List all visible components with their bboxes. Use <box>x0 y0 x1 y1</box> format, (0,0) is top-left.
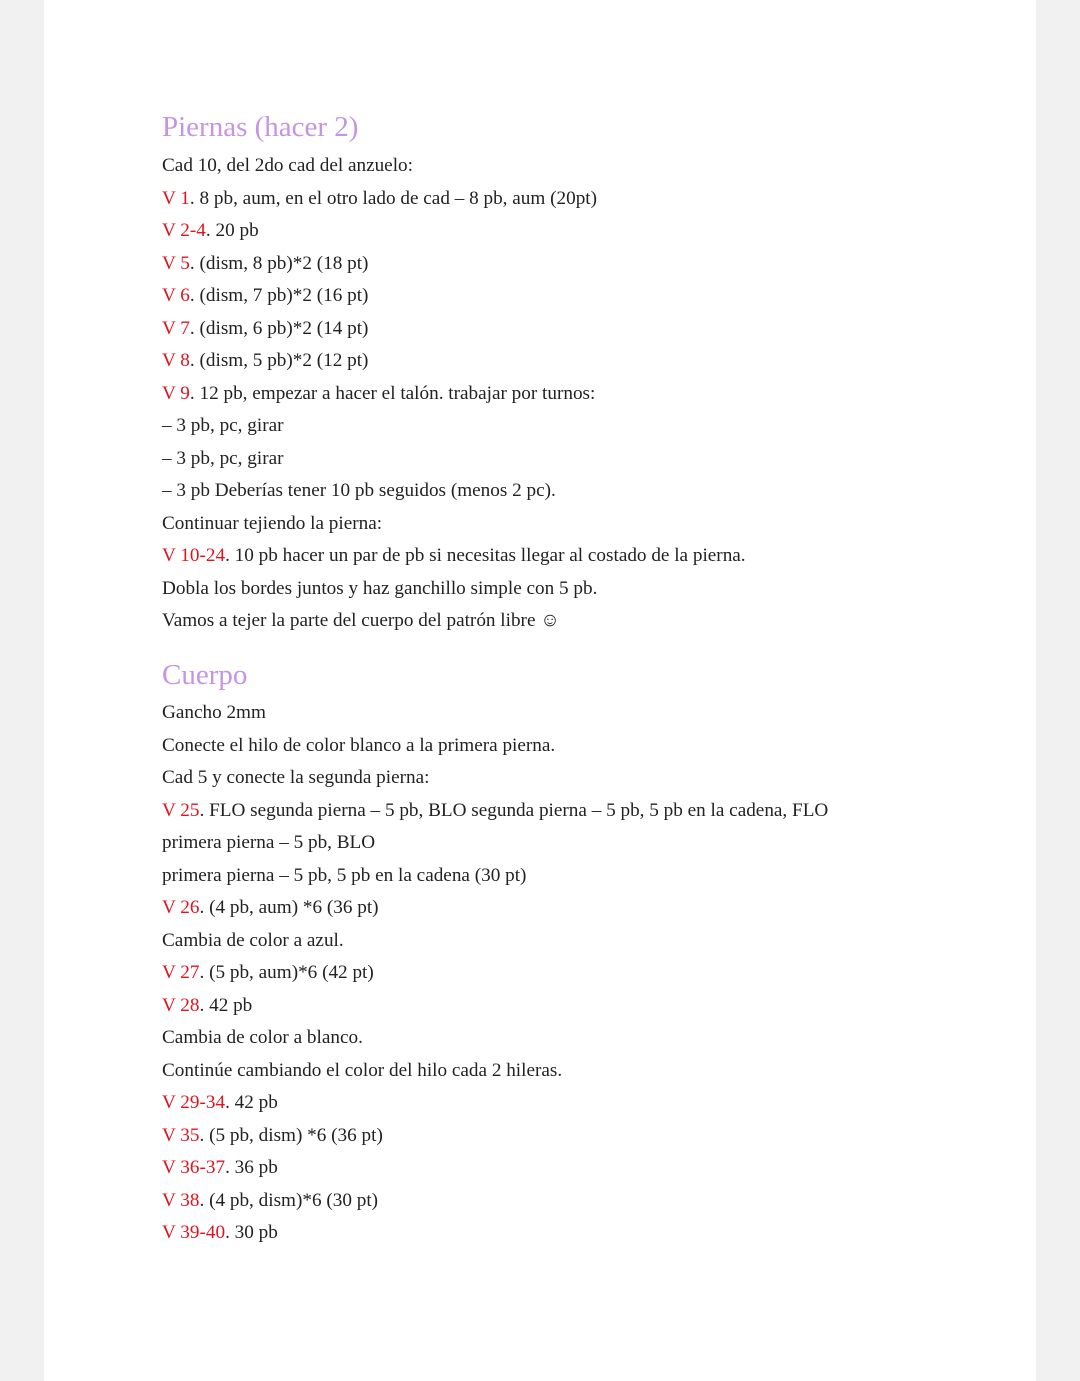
instruction-line <box>162 730 922 763</box>
instruction-text: . 8 pb, aum, en el otro lado de cad – 8 pb, aum (20pt) <box>189 187 598 209</box>
instruction-text: Gancho 2mm <box>162 702 266 723</box>
instruction-line <box>162 925 922 958</box>
instruction-line <box>162 1152 922 1185</box>
instruction-line <box>162 443 922 476</box>
instruction-text: Cad 10, del 2do cad del anzuelo: <box>162 155 413 176</box>
instruction-text: . (5 pb, aum)*6 (42 pt) <box>199 962 374 983</box>
instruction-line <box>162 475 922 508</box>
instruction-text: . (4 pb, aum) *6 (36 pt) <box>199 897 379 918</box>
instruction-line <box>162 248 922 281</box>
instruction-line <box>162 892 922 925</box>
row-label: V 28 <box>162 994 200 1016</box>
instruction-text: . 42 pb <box>199 994 253 1016</box>
instruction-text: Conecte el hilo de color blanco a la primera pierna. <box>162 734 556 756</box>
cuerpo-instructions <box>162 697 922 1250</box>
instruction-text: Cambia de color a blanco. <box>162 1027 363 1048</box>
row-label: V 8 <box>162 350 190 371</box>
section-title-piernas: Piernas (hacer 2) <box>162 111 359 143</box>
instruction-text: . FLO segunda pierna – 5 pb, BLO segunda pierna – 5 pb, 5 pb en la cadena, FLO <box>199 799 829 821</box>
piernas-instructions <box>162 150 922 638</box>
row-label: V 29-34 <box>162 1092 226 1113</box>
row-label: V 39-40 <box>162 1222 226 1243</box>
instruction-line <box>162 1087 922 1120</box>
row-label: V 2-4 <box>162 220 206 241</box>
section-title-cuerpo: Cuerpo <box>162 659 248 691</box>
instruction-text: – 3 pb, pc, girar <box>162 415 284 436</box>
instruction-line <box>162 1055 922 1088</box>
instruction-text: . (4 pb, dism)*6 (30 pt) <box>199 1189 379 1211</box>
instruction-line <box>162 762 922 795</box>
document-page <box>44 0 1036 1381</box>
instruction-line <box>162 313 922 346</box>
row-label: V 5 <box>162 252 190 274</box>
instruction-text: . 12 pb, empezar a hacer el talón. trabajar por turnos: <box>189 382 596 404</box>
instruction-line <box>162 860 922 893</box>
instruction-line <box>162 378 922 411</box>
instruction-line <box>162 827 922 860</box>
row-label: V 25 <box>162 799 200 821</box>
instruction-text: . (dism, 5 pb)*2 (12 pt) <box>189 350 369 371</box>
instruction-text: . 30 pb <box>225 1222 278 1243</box>
instruction-text: – 3 pb Deberías tener 10 pb seguidos (menos 2 pc). <box>162 480 556 501</box>
row-label: V 38 <box>162 1189 200 1211</box>
instruction-text: . 10 pb hacer un par de pb si necesitas llegar al costado de la pierna. <box>225 545 746 566</box>
instruction-line <box>162 150 922 183</box>
instruction-text: Continúe cambiando el color del hilo cada 2 hileras. <box>162 1059 563 1081</box>
instruction-line <box>162 990 922 1023</box>
instruction-text: Cambia de color a azul. <box>162 929 344 951</box>
instruction-line <box>162 697 922 730</box>
row-label: V 1 <box>162 187 190 209</box>
instruction-text: Vamos a tejer la parte del cuerpo del patrón libre ☺ <box>162 610 560 631</box>
instruction-line <box>162 1120 922 1153</box>
instruction-line <box>162 183 922 216</box>
row-label: V 27 <box>162 962 200 983</box>
row-label: V 9 <box>162 382 190 404</box>
row-label: V 35 <box>162 1124 200 1146</box>
instruction-text: . (dism, 8 pb)*2 (18 pt) <box>189 252 369 274</box>
row-label: V 6 <box>162 285 190 306</box>
instruction-text: primera pierna – 5 pb, 5 pb en la cadena (30 pt) <box>162 864 527 886</box>
instruction-line <box>162 1022 922 1055</box>
instruction-line <box>162 345 922 378</box>
instruction-text: . 20 pb <box>205 220 259 241</box>
row-label: V 7 <box>162 317 190 339</box>
instruction-line <box>162 795 922 828</box>
instruction-text: . (dism, 6 pb)*2 (14 pt) <box>189 317 369 339</box>
instruction-text: . 36 pb <box>225 1157 278 1178</box>
instruction-text: Cad 5 y conecte la segunda pierna: <box>162 767 430 788</box>
instruction-line <box>162 1185 922 1218</box>
instruction-line <box>162 605 922 638</box>
instruction-text: . (dism, 7 pb)*2 (16 pt) <box>189 285 369 306</box>
instruction-text: primera pierna – 5 pb, BLO <box>162 832 376 853</box>
instruction-line <box>162 957 922 990</box>
instruction-text: – 3 pb, pc, girar <box>162 447 284 469</box>
instruction-text: . 42 pb <box>225 1092 278 1113</box>
instruction-text: Continuar tejiendo la pierna: <box>162 512 383 534</box>
row-label: V 10-24 <box>162 545 226 566</box>
instruction-line <box>162 573 922 606</box>
instruction-text: Dobla los bordes juntos y haz ganchillo simple con 5 pb. <box>162 577 598 599</box>
instruction-line <box>162 508 922 541</box>
instruction-line <box>162 410 922 443</box>
row-label: V 26 <box>162 897 200 918</box>
instruction-line <box>162 215 922 248</box>
instruction-text: . (5 pb, dism) *6 (36 pt) <box>199 1124 383 1146</box>
instruction-line <box>162 280 922 313</box>
row-label: V 36-37 <box>162 1157 226 1178</box>
instruction-line <box>162 540 922 573</box>
instruction-line <box>162 1217 922 1250</box>
